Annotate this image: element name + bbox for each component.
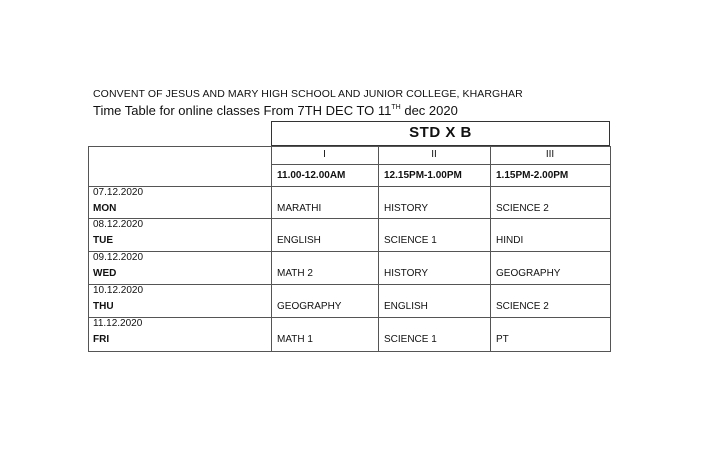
date-label: 10.12.2020	[93, 285, 144, 296]
subtitle-superscript: TH	[391, 104, 401, 111]
day-label: TUE	[93, 235, 113, 246]
timetable-subtitle	[93, 103, 458, 118]
subtitle-end: dec 2020	[400, 103, 458, 118]
day-label: FRI	[93, 334, 110, 345]
subject-label: GEOGRAPHY	[277, 301, 342, 312]
subject-label: MATH 2	[277, 268, 313, 279]
day-label: WED	[93, 268, 117, 279]
time-label: 1.15PM-2.00PM	[496, 170, 569, 181]
subject-label: HISTORY	[384, 203, 429, 214]
subject-label: GEOGRAPHY	[496, 268, 561, 279]
subject-label: PT	[496, 334, 509, 345]
subject-label: MARATHI	[277, 203, 322, 214]
subject-label: SCIENCE 2	[496, 301, 549, 312]
subtitle-main: Time Table for online classes From 7TH DEC TO 11	[93, 103, 392, 118]
subject-label: ENGLISH	[384, 301, 428, 312]
subject-label: HINDI	[496, 235, 524, 246]
subject-label: MATH 1	[277, 334, 313, 345]
day-label: THU	[93, 301, 114, 312]
header-blank-cell	[88, 146, 272, 187]
subject-label: SCIENCE 2	[496, 203, 549, 214]
subject-label: HISTORY	[384, 268, 429, 279]
time-label: 12.15PM-1.00PM	[384, 170, 462, 181]
period-label: I	[323, 149, 326, 160]
time-label: 11.00-12.00AM	[277, 170, 346, 181]
subject-label: ENGLISH	[277, 235, 321, 246]
class-header: STD X B	[271, 121, 610, 146]
day-label: MON	[93, 203, 117, 214]
period-label: II	[431, 149, 437, 160]
subject-label: SCIENCE 1	[384, 235, 437, 246]
subject-label: SCIENCE 1	[384, 334, 437, 345]
date-label: 08.12.2020	[93, 219, 144, 230]
date-label: 11.12.2020	[93, 318, 143, 329]
period-label: III	[545, 149, 555, 160]
date-label: 09.12.2020	[93, 252, 144, 263]
date-label: 07.12.2020	[93, 187, 144, 198]
school-name: CONVENT OF JESUS AND MARY HIGH SCHOOL AND JUNIOR COLLEGE, KHARGHAR	[93, 88, 523, 100]
